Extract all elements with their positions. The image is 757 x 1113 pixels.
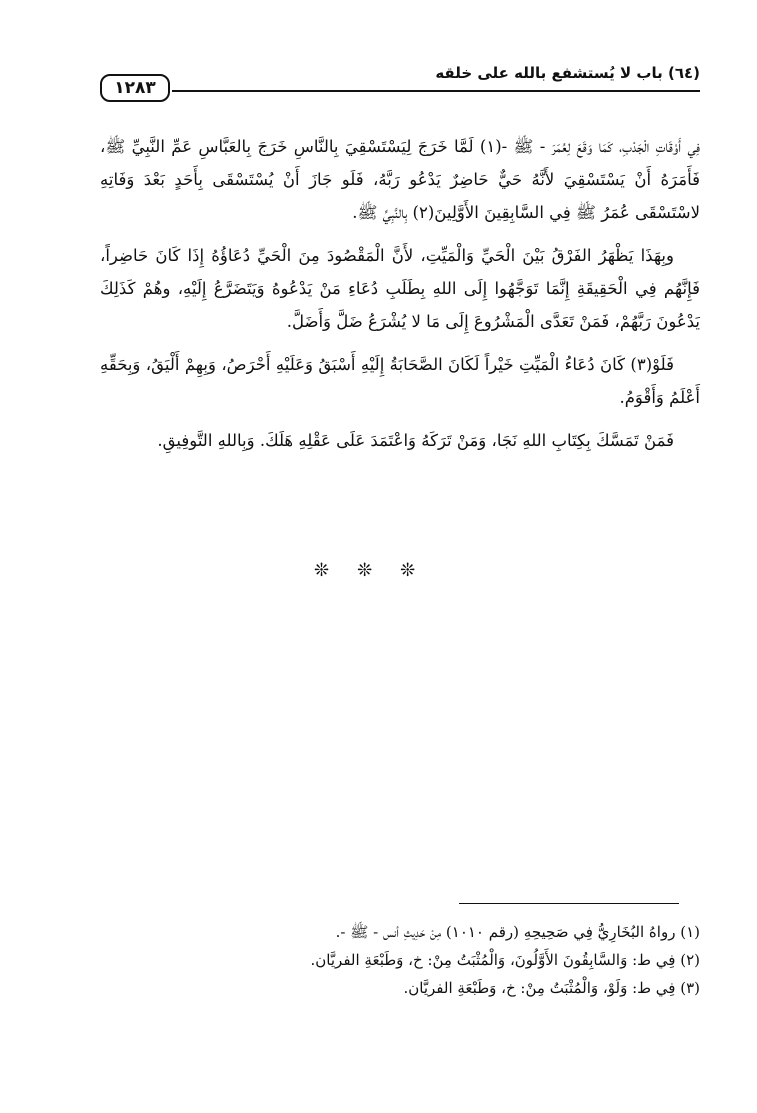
footnote-1: (١) رواهُ البُخَارِيُّ فِي صَحِيحِهِ (رقم ١٠١٠) مِنْ حَدِيثِ أنس - ﷺ -. bbox=[335, 923, 700, 941]
paragraph-1: فِي أَوْقَاتِ الْجَدْبِ، كَمَا وَقَعَ لِعُمَرَ - ﷺ -(١) لَمَّا خَرَجَ لِيَسْتَسْقِيَ بِالنَّاسِ خَرَجَ بِالعَبَّاسِ عَمِّ النَّبِيِّ ﷺ، فَأَمَرَهُ أَنْ يَسْتَسْقِيَ لأَنَّهُ حَيٌّ حَاضِرٌ يَدْعُو رَبَّهُ، فَلَو جَازَ أَنْ يُسْتَسْقَى بِأَحَدٍ بَعْدَ وَفَاتِهِ لاسْتَسْقَى عُمَرُ ﷺ فِي السَّابِقِينَ الأَوَّلِينَ(٢) بِالنَّبِيِّ ﷺ. bbox=[100, 137, 700, 222]
footnotes bbox=[100, 918, 700, 1002]
paragraph-2: وبِهَذَا يَظْهَرُ الفَرْقُ بَيْنَ الْحَيِّ وَالْمَيِّتِ، لأَنَّ الْمَقْصُودَ مِنَ الْحَيِّ دُعَاؤُهُ إِذَا كَانَ حَاضِراً، فَإِنَّهُم فِي الْحَقِيقَةِ إِنَّمَا تَوَجَّهُوا إِلَى اللهِ بِطَلَبِ دُعَاءِ مَنْ يَدْعُوهُ وَيَتَضَرَّعُ إِلَيْهِ، وهُمْ كَذَلِكَ يَدْعُونَ رَبَّهُمْ، فَمَنْ تَعَدَّى الْمَشْرُوعَ إِلَى مَا لا يُشْرَعُ ضَلَّ وَأَضَلَّ. bbox=[100, 246, 700, 331]
footnote-rule bbox=[459, 903, 679, 904]
paragraph-4: فَمَنْ تَمَسَّكَ بِكِتَابِ اللهِ نَجَا، وَمَنْ تَرَكَهُ وَاعْتَمَدَ عَلَى عَقْلِهِ هَلَكَ. وَبِاللهِ التَّوفِيقِ. bbox=[157, 431, 674, 450]
page-header bbox=[100, 60, 700, 104]
footnote-3: (٣) فِي ط: وَلَوْ، وَالْمُثْبَتُ مِنْ: خ، وَطَبْعَةِ الفريَّان. bbox=[403, 979, 700, 997]
header-rule bbox=[172, 90, 700, 92]
chapter-title: (٦٤) باب لا يُستشفع بالله على خلقه bbox=[435, 64, 700, 82]
page-number: ١٢٨٣ bbox=[100, 74, 170, 102]
footnote-2: (٢) فِي ط: وَالسَّابِقُونَ الأَوَّلُونَ، وَالْمُثْبَتُ مِنْ: خ، وَطَبْعَةِ الفريَّان. bbox=[310, 951, 700, 969]
paragraph-3: فَلَوْ(٣) كَانَ دُعَاءُ الْمَيِّتِ خَيْراً لَكَانَ الصَّحَابَةُ إِلَيْهِ أَسْبَقُ وَعَلَيْهِ أَحْرَصُ، وَبِهِمْ أَلْيَقُ، وَبِحَقِّهِ أَعْلَمُ وَأَقْوَمُ. bbox=[100, 355, 700, 407]
section-separator: ❊❊❊ bbox=[313, 560, 444, 581]
body-text bbox=[100, 130, 700, 467]
